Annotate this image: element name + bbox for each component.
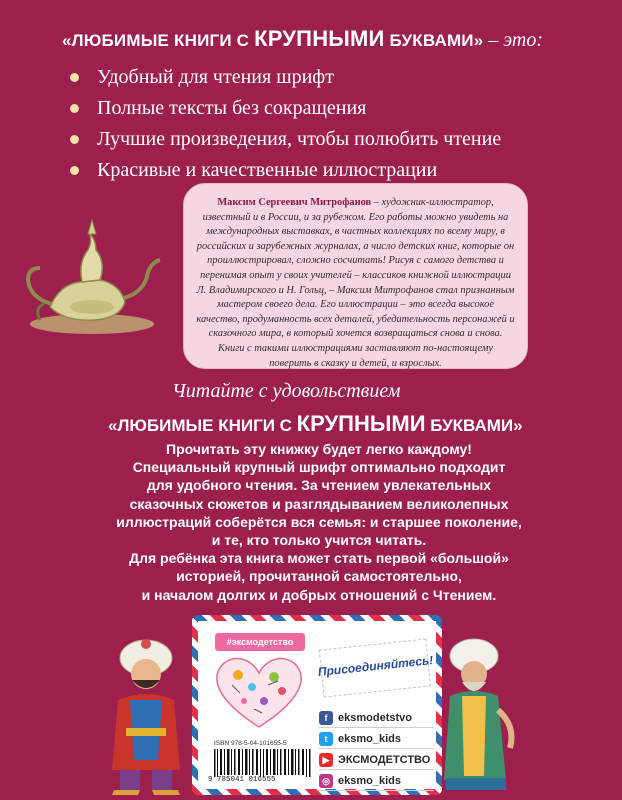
- description-line: и те, кто только учится читать.: [211, 532, 427, 549]
- facebook-icon: f: [319, 711, 333, 725]
- feature-item: [70, 155, 501, 186]
- illustrator-name: Максим Сергеевич Митрофанов: [217, 197, 372, 208]
- description-line: историей, прочитанной самостоятельно,: [176, 568, 462, 585]
- description-line: иллюстраций соберётся вся семья: и старшее поколение,: [116, 513, 522, 530]
- feature-text: Удобный для чтения шрифт: [97, 66, 334, 88]
- description-line: сказочных сюжетов и разглядыванием великолепных: [129, 495, 509, 512]
- brand-close: БУКВАМИ»: [384, 31, 484, 50]
- bullet-icon: [70, 73, 79, 82]
- illustrator-bio: – художник-иллюстратор, известный и в России, и за рубежом. Его работы можно увидеть на международных выставках, в частных коллекциях по всему миру, в российских и зарубежных журналах, а число детских книг, которые он проиллюстрировал, сложно сосчитать! Рисуя с самого детства и перенимая опыт у своих учителей – классиков книжной иллюстрации Л. Владимирского и Н. Гольц, – Максим Митрофанов стал признанным мастером своего дела. Его иллюстрации – это всегда высокое качество, продуманность всех деталей, убедительность персонажей и сказочного мира, в который хочется возвращаться снова и снова. Книги с такими иллюстрациями заставляют по-настоящему поверить в сказку и детей, и взрослых.: [196, 197, 515, 369]
- description-line: Прочитать эту книжку будет легко каждому!: [166, 441, 472, 457]
- feature-item: [70, 93, 501, 124]
- read-with-heading: Читайте с удовольствием: [172, 380, 401, 402]
- turbaned-character-illustration: [432, 630, 522, 795]
- isbn-text: ISBN 978-5-04-101655-5: [214, 740, 287, 747]
- feature-text: Лучшие произведения, чтобы полюбить чтение: [97, 128, 502, 150]
- join-text: Присоединяйтесь!: [317, 652, 434, 679]
- teapot-illustration: [20, 212, 165, 342]
- sultan-character-illustration: [98, 630, 193, 795]
- social-link-youtube[interactable]: [319, 751, 434, 770]
- social-label: eksmo_kids: [338, 733, 401, 745]
- social-link-twitter[interactable]: [319, 730, 434, 749]
- barcode-number: 9 785041 016555: [208, 776, 276, 784]
- bullet-icon: [70, 135, 79, 144]
- description-line: Специальный крупный шрифт оптимально подходит: [132, 459, 506, 476]
- social-label: eksmo_kids: [338, 775, 401, 787]
- social-link-facebook[interactable]: [319, 709, 434, 728]
- series-headline: [62, 26, 582, 52]
- heart-doodle-icon: [208, 651, 310, 731]
- feature-text: Полные тексты без сокращения: [97, 97, 367, 119]
- feature-list: [70, 62, 501, 186]
- brand-big: КРУПНЫМИ: [254, 26, 385, 51]
- twitter-icon: t: [319, 732, 333, 746]
- bullet-icon: [70, 104, 79, 113]
- brand-open: «ЛЮБИМЫЕ КНИГИ С: [62, 31, 255, 50]
- series-brand-big: КРУПНЫМИ: [296, 411, 426, 436]
- description-line: Для ребёнка эта книга может стать первой «большой»: [129, 550, 509, 567]
- instagram-icon: ◎: [319, 774, 333, 788]
- headline-tail: – это:: [483, 29, 544, 51]
- feature-text: Красивые и качественные иллюстрации: [97, 159, 438, 181]
- series-brand-close: БУКВАМИ»: [425, 416, 523, 435]
- youtube-icon: ▶: [319, 753, 333, 767]
- social-postcard: [192, 615, 442, 795]
- series-title: [108, 411, 523, 437]
- description-paragraph: [84, 440, 554, 604]
- social-link-instagram[interactable]: [319, 772, 434, 791]
- hashtag-label: #эксмодетство: [215, 633, 305, 651]
- feature-item: [70, 62, 501, 93]
- description-line: для удобного чтения. За чтением увлекательных: [146, 477, 492, 494]
- series-brand-open: «ЛЮБИМЫЕ КНИГИ С: [108, 416, 297, 435]
- social-links: [319, 709, 434, 793]
- social-label: eksmodetstvo: [338, 712, 412, 724]
- description-line: и началом долгих и добрых отношений с Чтением.: [141, 586, 497, 603]
- social-label: ЭКСМОДЕТСТВО: [338, 754, 431, 766]
- illustrator-info-card: [183, 183, 528, 369]
- bullet-icon: [70, 166, 79, 175]
- feature-item: [70, 124, 501, 155]
- join-stamp: [315, 633, 436, 705]
